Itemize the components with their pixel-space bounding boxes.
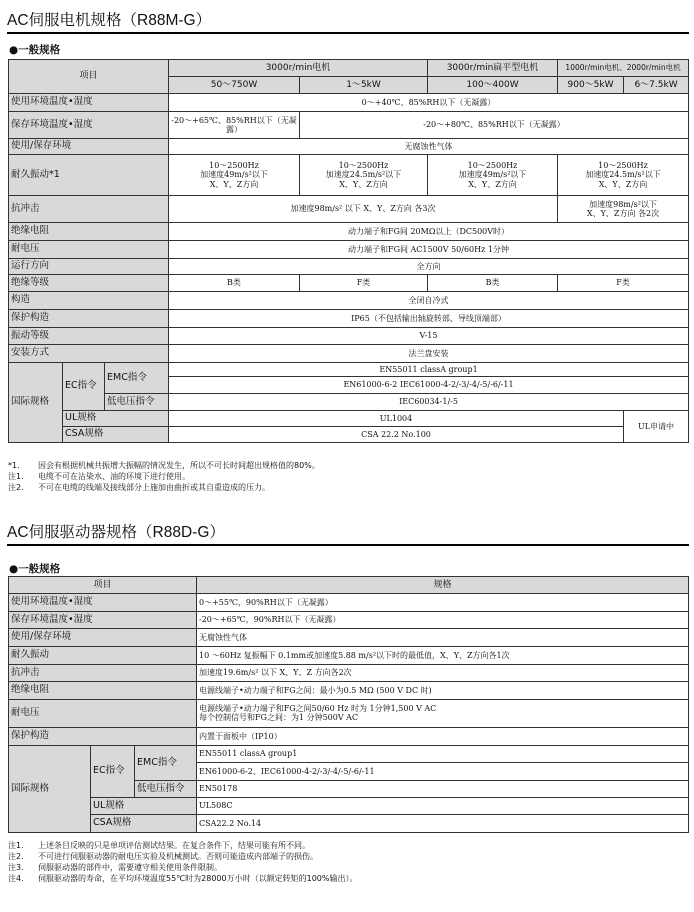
row-label-vibration-grade: 振动等级 (9, 328, 169, 345)
driver-low-voltage-value: EN50178 (197, 781, 689, 798)
driver-row-value-vibration: 10 ～60Hz 复振幅下 0.1mm或加速度5.88 m/s²以下时的最低值，X、Y、Z方向各1次 (197, 647, 689, 665)
motor-section-title: AC伺服电机规格（R88M-G） (7, 12, 212, 29)
note-key: 注3. (8, 863, 24, 872)
driver-ul-standard-value: UL508C (197, 798, 689, 815)
driver-row-value-insulation-resistance: 电源线端子•动力端子和FG之间：最小为0.5 MΩ (500 V DC 时) (197, 682, 689, 700)
driver-section-title: AC伺服驱动器规格（R88D-G） (7, 524, 225, 541)
driver-row-value-storage-temp: -20～+65℃，90%RH以下（无凝露） (197, 612, 689, 629)
driver-header-spec: 规格 (197, 577, 689, 594)
driver-subtitle-text: ●一般规格 (9, 563, 61, 575)
note-text: 上述条目反映的只是单项评估测试结果。在复合条件下，结果可能有所不同。 (38, 841, 310, 850)
driver-row-label-insulation-resistance: 绝缘电阻 (9, 682, 197, 700)
driver-row-label-storage-temp: 保存环境温度•湿度 (9, 612, 197, 629)
low-voltage-value: IEC60034-1/-5 (169, 394, 689, 411)
row-value-vibration-3: 10～2500Hz 加速度49m/s²以下 X、Y、Z方向 (428, 155, 558, 196)
driver-row-value-env-temp: 0～+55℃，90%RH以下（无凝露） (197, 594, 689, 612)
driver-csa-standard-value: CSA22.2 No.14 (197, 815, 689, 833)
driver-note (8, 873, 357, 884)
motor-note (8, 471, 320, 482)
note-key: *1. (8, 461, 20, 470)
row-value-storage-temp-a: -20～+65℃、85%RH以下（无凝露） (169, 112, 300, 139)
row-value-mounting: 法兰盘安装 (169, 345, 689, 363)
driver-row-value-use-env: 无腐蚀性气体 (197, 629, 689, 647)
row-value-insulation-class-2: F类 (300, 275, 428, 292)
note-key: 注2. (8, 483, 24, 492)
note-text: 电缆不可在沾染水、油的环境下进行使用。 (38, 472, 190, 481)
intl-label: 国际规格 (9, 363, 63, 443)
row-label-direction: 运行方向 (9, 259, 169, 275)
row-value-insulation-class-3: B类 (428, 275, 558, 292)
row-label-env-temp: 使用环境温度•湿度 (9, 94, 169, 112)
note-text: 因会有根据机械共振增大振幅的情况发生，所以不可长时间超出规格值的80%。 (38, 461, 320, 470)
note-text: 伺服驱动器的寿命，在平均环境温度55℃时为28000万小时（以额定转矩的100%输出）。 (38, 874, 358, 883)
motor-title-rule (7, 32, 689, 34)
row-value-vibration-2: 10～2500Hz 加速度24.5m/s²以下 X、Y、Z方向 (300, 155, 428, 196)
header-item: 项目 (9, 60, 169, 94)
driver-note (8, 851, 357, 862)
row-value-protection: IP65（不包括输出轴旋转部、导线顶端部） (169, 310, 689, 328)
driver-row-label-vibration: 耐久振动 (9, 647, 197, 665)
driver-low-voltage-directive-label: 低电压指令 (135, 781, 197, 798)
emc-value-2: EN61000-6-2 IEC61000-4-2/-3/-4/-5/-6/-11 (169, 377, 689, 394)
driver-row-label-shock: 抗冲击 (9, 665, 197, 682)
note-text: 不可进行伺服驱动器的耐电压实验及机械测试。否则可能造成内部端子的损伤。 (38, 852, 318, 861)
driver-note (8, 862, 357, 873)
row-value-insulation-class-4: F类 (558, 275, 689, 292)
driver-row-value-shock: 加速度19.6m/s² 以下 X、Y、Z 方向各2次 (197, 665, 689, 682)
driver-row-label-use-env: 使用/保存环境 (9, 629, 197, 647)
row-value-insulation-resistance: 动力端子和FG间 20MΩ以上（DC500V时） (169, 223, 689, 241)
ul-standard-value: UL1004 (169, 411, 624, 427)
driver-header-item: 项目 (9, 577, 197, 594)
note-key: 注1. (8, 841, 24, 850)
row-value-shock-b: 加速度98m/s²以下 X、Y、Z方向 各2次 (558, 196, 689, 223)
driver-ec-directive-label: EC指令 (91, 746, 135, 798)
driver-emc-value-2: EN61000-6-2、IEC61000-4-2/-3/-4/-5/-6/-11 (197, 763, 689, 781)
driver-row-value-protection: 内置于面板中（IP10） (197, 728, 689, 746)
row-label-mounting: 安装方式 (9, 345, 169, 363)
driver-row-value-withstand-voltage: 电源线端子•动力端子和FG之间50/60 Hz 时为 1分钟1,500 V AC 每个控制信号和FG之间：为1 分钟500V AC (197, 700, 689, 728)
row-value-vibration-4: 10～2500Hz 加速度24.5m/s²以下 X、Y、Z方向 (558, 155, 689, 196)
row-label-construction: 构造 (9, 292, 169, 310)
note-text: 不可在电缆的线端及接线部分上施加由曲折或其自重造成的压力。 (38, 483, 270, 492)
row-label-vibration: 耐久振动*1 (9, 155, 169, 196)
note-key: 注1. (8, 472, 24, 481)
header-900-5kw: 900～5kW (558, 77, 624, 94)
driver-emc-directive-label: EMC指令 (135, 746, 197, 781)
header-3000-flat-motor: 3000r/min扁平型电机 (428, 60, 558, 77)
driver-note (8, 840, 357, 851)
row-value-construction: 全闭自冷式 (169, 292, 689, 310)
row-label-protection: 保护构造 (9, 310, 169, 328)
note-text: 伺服驱动器的部件中，需要遵守相关使用条件限制。 (38, 863, 222, 872)
csa-standard-value: CSA 22.2 No.100 (169, 427, 624, 443)
low-voltage-directive-label: 低电压指令 (105, 394, 169, 411)
note-key: 注4. (8, 874, 24, 883)
header-1-5kw: 1～5kW (300, 77, 428, 94)
row-label-shock: 抗冲击 (9, 196, 169, 223)
row-value-direction: 全方向 (169, 259, 689, 275)
row-value-vibration-1: 10～2500Hz 加速度49m/s²以下 X、Y、Z方向 (169, 155, 300, 196)
motor-subtitle-text: ●一般规格 (9, 44, 61, 56)
row-value-insulation-class-1: B类 (169, 275, 300, 292)
row-label-insulation-class: 绝缘等级 (9, 275, 169, 292)
driver-row-label-protection: 保护构造 (9, 728, 197, 746)
motor-spec-table (8, 59, 689, 443)
row-value-vibration-grade: V-15 (169, 328, 689, 345)
note-key: 注2. (8, 852, 24, 861)
row-value-env-temp: 0～+40℃、85%RH以下（无凝露） (169, 94, 689, 112)
row-label-use-env: 使用/保存环境 (9, 139, 169, 155)
driver-row-label-withstand-voltage: 耐电压 (9, 700, 197, 728)
emc-value-1: EN55011 classA group1 (169, 363, 689, 377)
motor-note (8, 482, 320, 493)
header-50-750w: 50～750W (169, 77, 300, 94)
csa-standard-label: CSA规格 (63, 427, 169, 443)
driver-subtitle (9, 561, 60, 576)
driver-ul-standard-label: UL规格 (91, 798, 197, 815)
row-label-storage-temp: 保存环境温度•湿度 (9, 112, 169, 139)
ec-directive-label: EC指令 (63, 363, 105, 411)
motor-note (8, 460, 320, 471)
driver-title-rule (7, 544, 689, 546)
driver-notes (8, 840, 357, 884)
driver-emc-value-1: EN55011 classA group1 (197, 746, 689, 763)
motor-notes (8, 460, 320, 493)
driver-spec-table (8, 576, 689, 833)
row-value-use-env: 无腐蚀性气体 (169, 139, 689, 155)
row-label-insulation-resistance: 绝缘电阻 (9, 223, 169, 241)
row-label-withstand-voltage: 耐电压 (9, 241, 169, 259)
row-value-withstand-voltage: 动力端子和FG间 AC1500V 50/60Hz 1分钟 (169, 241, 689, 259)
driver-row-label-env-temp: 使用环境温度•湿度 (9, 594, 197, 612)
header-3000-motor: 3000r/min电机 (169, 60, 428, 77)
driver-intl-label: 国际规格 (9, 746, 91, 833)
driver-csa-standard-label: CSA规格 (91, 815, 197, 833)
header-100-400w: 100～400W (428, 77, 558, 94)
row-value-shock-a: 加速度98m/s² 以下 X、Y、Z方向 各3次 (169, 196, 558, 223)
header-6-7-5kw: 6～7.5kW (624, 77, 689, 94)
ul-standard-label: UL规格 (63, 411, 169, 427)
emc-directive-label: EMC指令 (105, 363, 169, 394)
ul-pending-value: UL申请中 (624, 411, 689, 443)
motor-subtitle (9, 42, 60, 57)
header-1000-2000-motor: 1000r/min电机、2000r/min电机 (558, 60, 689, 77)
row-value-storage-temp-b: -20～+80℃、85%RH以下（无凝露） (300, 112, 689, 139)
